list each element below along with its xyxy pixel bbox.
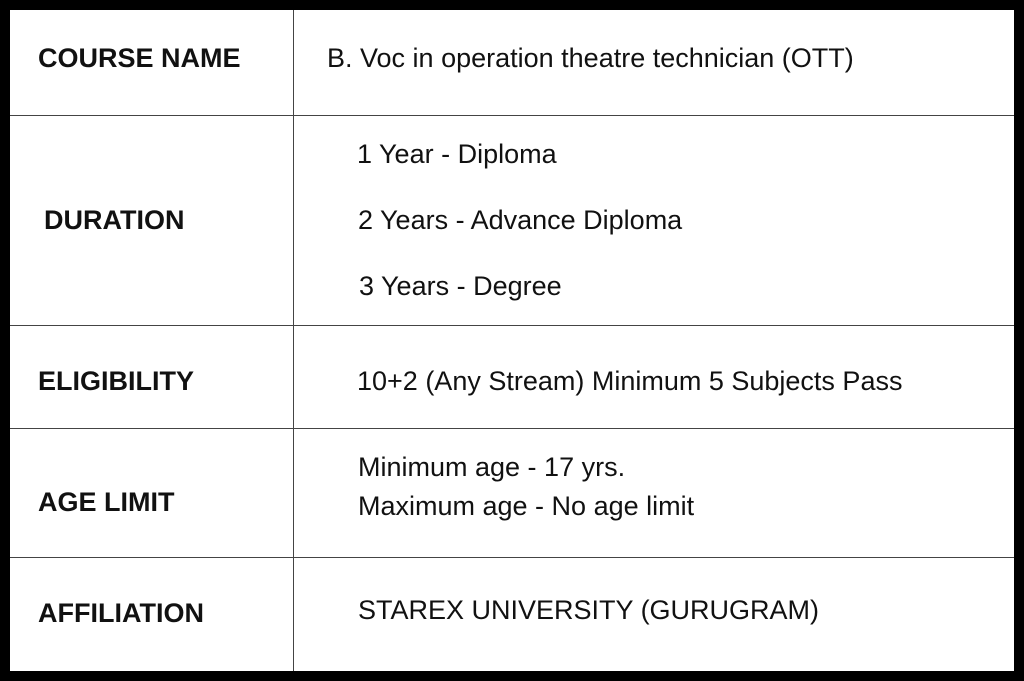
age-limit-label: AGE LIMIT bbox=[38, 487, 175, 517]
minimum-age-value: Minimum age - 17 yrs. bbox=[358, 452, 626, 482]
course-name-label: COURSE NAME bbox=[38, 43, 241, 73]
maximum-age-value: Maximum age - No age limit bbox=[358, 491, 695, 521]
affiliation-label: AFFILIATION bbox=[38, 598, 204, 628]
row-divider bbox=[10, 428, 1014, 429]
affiliation-value: STAREX UNIVERSITY (GURUGRAM) bbox=[358, 595, 820, 625]
course-info-table bbox=[10, 10, 1014, 671]
row-divider bbox=[10, 115, 1014, 116]
row-divider bbox=[10, 325, 1014, 326]
duration-advance-diploma: 2 Years - Advance Diploma bbox=[358, 205, 683, 235]
row-divider bbox=[10, 557, 1014, 558]
eligibility-label: ELIGIBILITY bbox=[38, 366, 195, 396]
eligibility-value: 10+2 (Any Stream) Minimum 5 Subjects Pass bbox=[357, 366, 903, 396]
duration-label: DURATION bbox=[44, 205, 185, 235]
duration-diploma: 1 Year - Diploma bbox=[357, 139, 557, 169]
duration-degree: 3 Years - Degree bbox=[359, 271, 562, 301]
course-name-value: B. Voc in operation theatre technician (OTT) bbox=[327, 43, 854, 73]
column-divider bbox=[293, 10, 294, 671]
